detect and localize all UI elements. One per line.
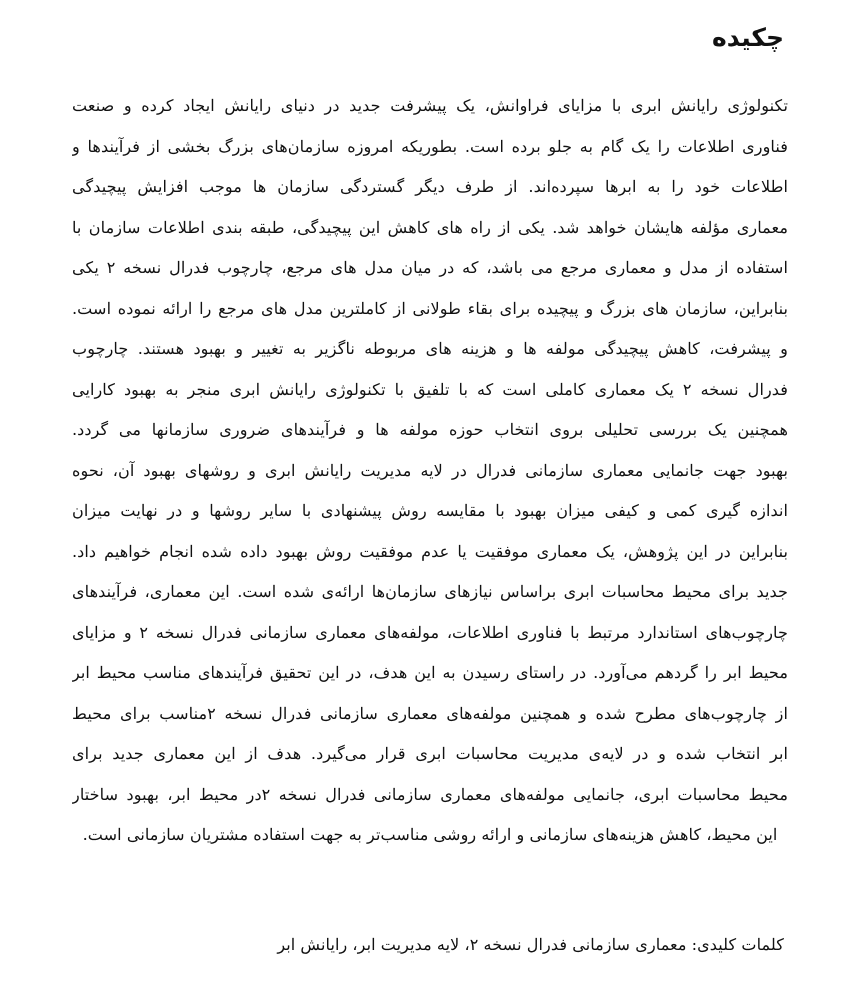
abstract-line: معماری مؤلفه هایشان خواهد شد. یکی از راه های کاهش این پیچیدگی، طبقه بندی اطلاعات سازمان با	[72, 217, 788, 237]
abstract-line: اندازه گیری کمی و کیفی میزان بهبود با مقایسه روش پیشنهادی با سایر روشها و در نهایت میزان	[72, 501, 788, 520]
abstract-line: اطلاعات خود را به ابرها سپرده‌اند. از طرف دیگر گستردگی سازمان ها موجب افزایش پیچیدگی	[72, 177, 788, 196]
abstract-heading: چکیده	[712, 23, 784, 52]
abstract-line: فناوری اطلاعات را یک گام به جلو برده است. بطوریکه امروزه سازمان‌های بزرگ بخشی از فرآیندها و	[72, 136, 788, 156]
abstract-line: استفاده از مدل و معماری مرجع می باشد، که در میان مدل های مرجع، چارچوب فدرال نسخه ۲ یکی	[72, 258, 788, 277]
abstract-line: این محیط، کاهش هزینه‌های سازمانی و ارائه روشی مناسب‌تر به جهت استفاده مشتریان سازمانی است.	[82, 825, 778, 844]
abstract-body	[72, 86, 788, 856]
abstract-line: جدید برای محیط محاسبات ابری براساس نیازهای سازمان‌ها ارائه‌ی شده است. این معماری، فرآیندهای	[72, 582, 788, 601]
keywords-line: کلمات کلیدی: معماری سازمانی فدرال نسخه ۲، لایه مدیریت ابر، رایانش ابر	[277, 935, 784, 954]
abstract-line: فدرال نسخه ۲ یک معماری کاملی است که با تلفیق با تکنولوژی رایانش ابری منجر به بهبود کارایی	[72, 379, 788, 399]
abstract-line: ابر انتخاب شده و در لایه‌ی مدیریت محاسبات ابری قرار می‌گیرد. هدف از این معماری جدید برای	[72, 744, 788, 763]
abstract-line: بهبود جهت جانمایی معماری سازمانی فدرال در لایه مدیریت رایانش ابری و روشهای بهبود آن، نحوه	[72, 460, 788, 480]
abstract-line: چارچوب‌های استاندارد مرتبط با فناوری اطلاعات، مولفه‌های معماری سازمانی فدرال نسخه ۲ و مزایای	[72, 622, 788, 642]
abstract-line: بنابراین در این پژوهش، یک معماری موفقیت یا عدم موفقیت روش بهبود داده شده انجام خواهیم داد.	[72, 541, 788, 561]
abstract-line: و پیشرفت، کاهش پیچیدگی مولفه ها و هزینه های مربوطه ناگزیر به تغییر و بهبود هستند. چارچوب	[72, 339, 788, 358]
abstract-line: محیط ابر را گردهم می‌آورد. در راستای رسیدن به این هدف، در این تحقیق فرآیندهای مناسب محیط ابر	[72, 663, 788, 682]
abstract-line: تکنولوژی رایانش ابری با مزایای فراوانش، یک پیشرفت جدید در دنیای رایانش ایجاد کرده و صنعت	[72, 96, 788, 115]
abstract-line: محیط محاسبات ابری، جانمایی مولفه‌های معماری سازمانی فدرال نسخه ۲در محیط ابر، بهبود ساختار	[72, 784, 788, 804]
abstract-line: همچنین یک بررسی تحلیلی بروی انتخاب حوزه مولفه ها و فرآیندهای ضروری سازمانها می گردد.	[72, 420, 788, 439]
abstract-line: از چارچوب‌های مطرح شده و همچنین مولفه‌های معماری سازمانی فدرال نسخه ۲مناسب برای محیط	[72, 703, 788, 723]
abstract-line: بنابراین، سازمان های بزرگ و پیچیده برای بقاء طولانی از کاملترین مدل های مرجع را ارائه نموده است.	[72, 298, 788, 318]
